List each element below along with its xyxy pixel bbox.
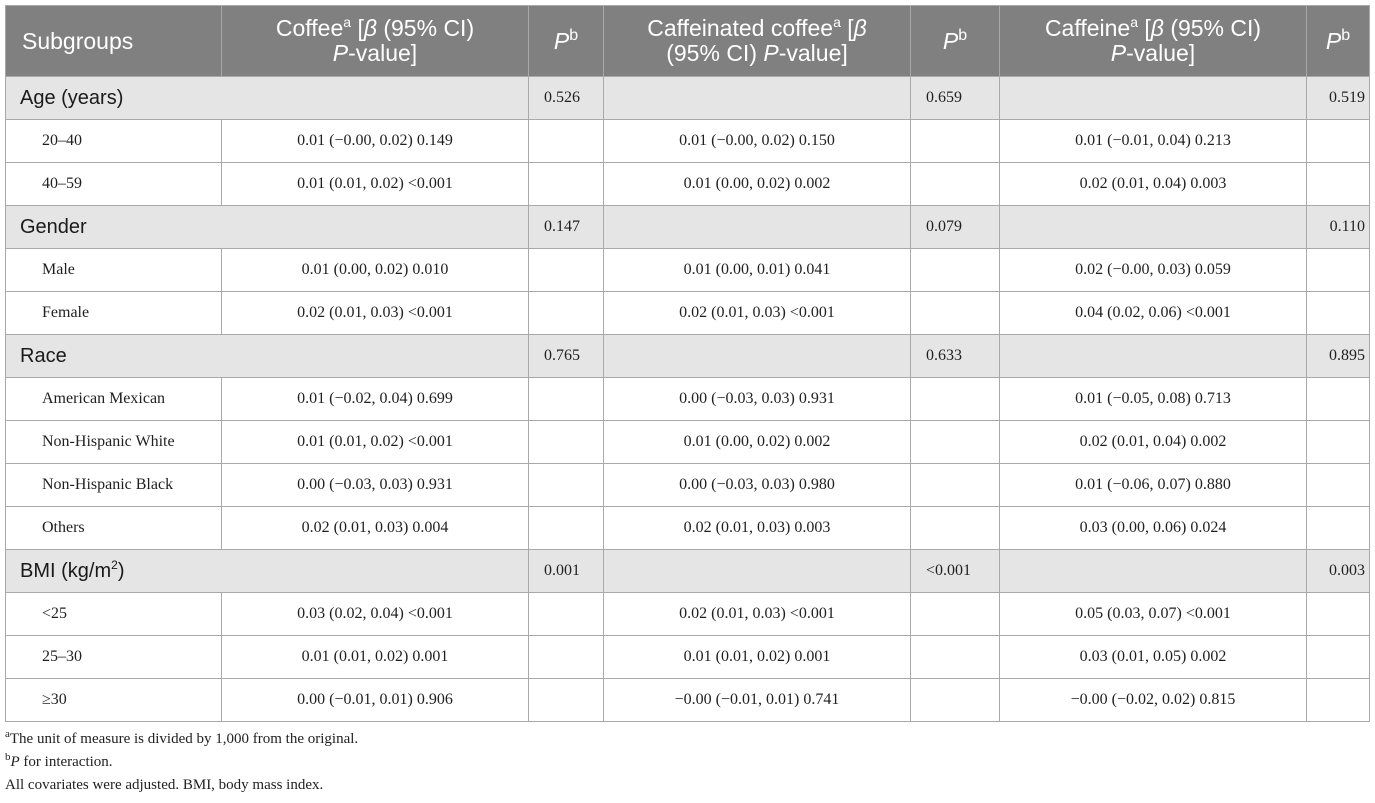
caffeinated-estimate: −0.00 (−0.01, 0.01) 0.741 [604, 679, 911, 722]
caffeine-estimate: 0.02 (0.01, 0.04) 0.003 [1000, 163, 1307, 206]
p-interaction-caffeine: 0.519 [1307, 77, 1370, 120]
empty-cell [1307, 249, 1370, 292]
group-label: Gender [6, 206, 529, 249]
group-empty-cell [604, 550, 911, 593]
footnote-a: $^a$The unit of measure is divided by 1,000 from the original. [5, 728, 359, 747]
caffeine-estimate: 0.01 (−0.06, 0.07) 0.880 [1000, 464, 1307, 507]
subgroup-analysis-table [5, 5, 1370, 722]
header-coffee: Coffee$^a$ [β (95% CI) P-value] [222, 6, 529, 77]
table-row [6, 679, 1370, 722]
header-p-caffeine: $P^b$ [1307, 6, 1370, 77]
caffeine-estimate: −0.00 (−0.02, 0.02) 0.815 [1000, 679, 1307, 722]
empty-cell [911, 378, 1000, 421]
caffeinated-estimate: 0.01 (0.00, 0.02) 0.002 [604, 421, 911, 464]
p-interaction-caffeinated: 0.079 [911, 206, 1000, 249]
table-row [6, 163, 1370, 206]
group-label: Age (years) [6, 77, 529, 120]
subgroup-label: Others [6, 507, 222, 550]
table-row [6, 292, 1370, 335]
header-caffeinated-coffee: Caffeinated coffee$^a$ [β (95% CI) P-value] [604, 6, 911, 77]
group-row [6, 335, 1370, 378]
table-row [6, 507, 1370, 550]
p-interaction-caffeinated: 0.633 [911, 335, 1000, 378]
empty-cell [529, 636, 604, 679]
group-row [6, 77, 1370, 120]
table-row [6, 636, 1370, 679]
empty-cell [1307, 593, 1370, 636]
table-row [6, 378, 1370, 421]
caffeine-estimate: 0.01 (−0.05, 0.08) 0.713 [1000, 378, 1307, 421]
coffee-estimate: 0.00 (−0.03, 0.03) 0.931 [222, 464, 529, 507]
empty-cell [911, 292, 1000, 335]
table-body [6, 77, 1370, 722]
subgroup-label: ≥30 [6, 679, 222, 722]
p-interaction-caffeine: 0.895 [1307, 335, 1370, 378]
coffee-estimate: 0.01 (−0.02, 0.04) 0.699 [222, 378, 529, 421]
subgroup-label: 20–40 [6, 120, 222, 163]
empty-cell [1307, 507, 1370, 550]
empty-cell [1307, 679, 1370, 722]
table-row [6, 421, 1370, 464]
group-empty-cell [1000, 550, 1307, 593]
empty-cell [529, 292, 604, 335]
coffee-estimate: 0.01 (−0.00, 0.02) 0.149 [222, 120, 529, 163]
p-interaction-caffeine: 0.003 [1307, 550, 1370, 593]
empty-cell [529, 421, 604, 464]
group-empty-cell [1000, 206, 1307, 249]
caffeinated-estimate: 0.00 (−0.03, 0.03) 0.980 [604, 464, 911, 507]
empty-cell [529, 593, 604, 636]
table-row [6, 249, 1370, 292]
table-row [6, 593, 1370, 636]
header-caffeine: Caffeine$^a$ [β (95% CI) P-value] [1000, 6, 1307, 77]
group-empty-cell [604, 206, 911, 249]
empty-cell [529, 507, 604, 550]
group-label: BMI $(kg/m^2)$ [6, 550, 529, 593]
empty-cell [911, 421, 1000, 464]
caffeine-estimate: 0.02 (−0.00, 0.03) 0.059 [1000, 249, 1307, 292]
table-row [6, 120, 1370, 163]
empty-cell [529, 464, 604, 507]
caffeine-estimate: 0.05 (0.03, 0.07) <0.001 [1000, 593, 1307, 636]
empty-cell [911, 163, 1000, 206]
footnotes [5, 728, 1369, 797]
empty-cell [1307, 636, 1370, 679]
p-interaction-caffeinated: <0.001 [911, 550, 1000, 593]
empty-cell [529, 679, 604, 722]
empty-cell [1307, 120, 1370, 163]
group-empty-cell [1000, 77, 1307, 120]
coffee-estimate: 0.01 (0.01, 0.02) 0.001 [222, 636, 529, 679]
p-interaction-caffeine: 0.110 [1307, 206, 1370, 249]
empty-cell [1307, 464, 1370, 507]
caffeine-estimate: 0.01 (−0.01, 0.04) 0.213 [1000, 120, 1307, 163]
footnote-c: All covariates were adjusted. BMI, body mass index. [5, 777, 324, 793]
subgroup-label: <25 [6, 593, 222, 636]
footnote-b: $^b$P for interaction. [5, 751, 113, 770]
caffeine-estimate: 0.04 (0.02, 0.06) <0.001 [1000, 292, 1307, 335]
p-interaction-coffee: 0.526 [529, 77, 604, 120]
header-p-caffeinated: $P^b$ [911, 6, 1000, 77]
empty-cell [911, 249, 1000, 292]
header-subgroups: Subgroups [6, 6, 222, 77]
p-interaction-coffee: 0.001 [529, 550, 604, 593]
group-empty-cell [604, 77, 911, 120]
caffeinated-estimate: 0.02 (0.01, 0.03) <0.001 [604, 292, 911, 335]
empty-cell [1307, 421, 1370, 464]
subgroup-label: 40–59 [6, 163, 222, 206]
table-row [6, 464, 1370, 507]
caffeine-estimate: 0.02 (0.01, 0.04) 0.002 [1000, 421, 1307, 464]
group-empty-cell [1000, 335, 1307, 378]
coffee-estimate: 0.03 (0.02, 0.04) <0.001 [222, 593, 529, 636]
coffee-estimate: 0.01 (0.01, 0.02) <0.001 [222, 421, 529, 464]
header-p-coffee: $P^b$ [529, 6, 604, 77]
p-interaction-coffee: 0.147 [529, 206, 604, 249]
empty-cell [529, 163, 604, 206]
coffee-estimate: 0.02 (0.01, 0.03) <0.001 [222, 292, 529, 335]
empty-cell [911, 679, 1000, 722]
subgroup-label: American Mexican [6, 378, 222, 421]
subgroup-label: Non-Hispanic Black [6, 464, 222, 507]
subgroup-label: Female [6, 292, 222, 335]
group-empty-cell [604, 335, 911, 378]
subgroup-label: Male [6, 249, 222, 292]
subgroup-label: 25–30 [6, 636, 222, 679]
caffeinated-estimate: 0.02 (0.01, 0.03) 0.003 [604, 507, 911, 550]
empty-cell [911, 593, 1000, 636]
empty-cell [911, 507, 1000, 550]
subgroup-label: Non-Hispanic White [6, 421, 222, 464]
group-row [6, 550, 1370, 593]
empty-cell [529, 120, 604, 163]
table-header [6, 6, 1370, 77]
empty-cell [911, 120, 1000, 163]
empty-cell [529, 249, 604, 292]
empty-cell [1307, 378, 1370, 421]
empty-cell [1307, 163, 1370, 206]
caffeinated-estimate: 0.01 (−0.00, 0.02) 0.150 [604, 120, 911, 163]
group-label: Race [6, 335, 529, 378]
empty-cell [529, 378, 604, 421]
caffeinated-estimate: 0.00 (−0.03, 0.03) 0.931 [604, 378, 911, 421]
caffeine-estimate: 0.03 (0.00, 0.06) 0.024 [1000, 507, 1307, 550]
empty-cell [911, 464, 1000, 507]
p-interaction-coffee: 0.765 [529, 335, 604, 378]
coffee-estimate: 0.01 (0.01, 0.02) <0.001 [222, 163, 529, 206]
empty-cell [911, 636, 1000, 679]
p-interaction-caffeinated: 0.659 [911, 77, 1000, 120]
empty-cell [1307, 292, 1370, 335]
caffeinated-estimate: 0.01 (0.00, 0.01) 0.041 [604, 249, 911, 292]
caffeinated-estimate: 0.02 (0.01, 0.03) <0.001 [604, 593, 911, 636]
coffee-estimate: 0.02 (0.01, 0.03) 0.004 [222, 507, 529, 550]
coffee-estimate: 0.01 (0.00, 0.02) 0.010 [222, 249, 529, 292]
caffeine-estimate: 0.03 (0.01, 0.05) 0.002 [1000, 636, 1307, 679]
coffee-estimate: 0.00 (−0.01, 0.01) 0.906 [222, 679, 529, 722]
caffeinated-estimate: 0.01 (0.00, 0.02) 0.002 [604, 163, 911, 206]
group-row [6, 206, 1370, 249]
table-container [5, 5, 1369, 797]
caffeinated-estimate: 0.01 (0.01, 0.02) 0.001 [604, 636, 911, 679]
